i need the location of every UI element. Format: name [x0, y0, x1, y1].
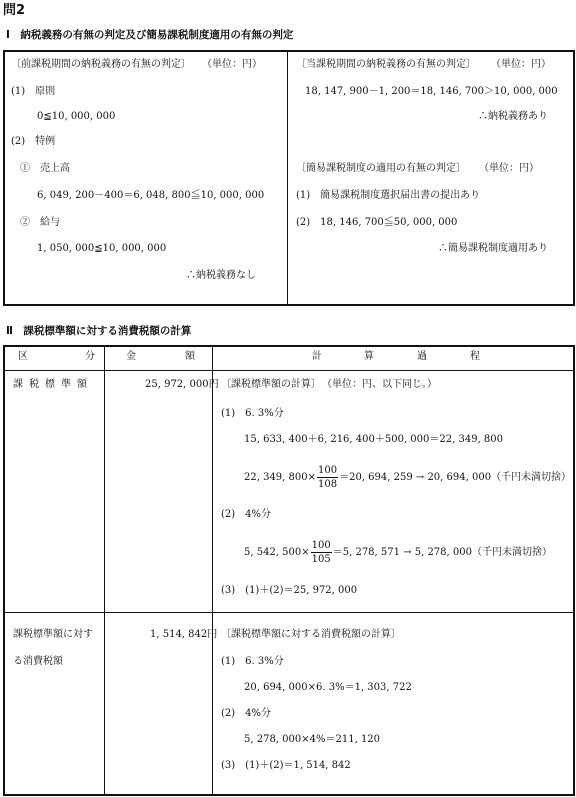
row1-step1-label: (1) 6. 3%分 — [221, 408, 284, 419]
row1-step2-numerator: 100 — [311, 540, 331, 551]
left-conclusion: ∴納税義務なし — [186, 270, 256, 281]
row1-step2-denominator: 105 — [311, 554, 331, 565]
section2-title: Ⅱ 課税標準額に対する消費税額の計算 — [6, 325, 192, 337]
header-col1-char1: 区 — [18, 351, 28, 362]
row2-heading: 〔課税標準額に対する消費税額の計算〕 — [221, 629, 401, 640]
row1-step1-denominator: 108 — [318, 479, 338, 490]
right-conclusion1: ∴納税義務あり — [478, 111, 548, 122]
left-item2-label: (2) 特例 — [11, 136, 56, 147]
question-number: 問2 — [3, 3, 26, 18]
table-row-divider — [4, 612, 574, 613]
left-heading: 〔前課税期間の納税義務の有無の判定〕 — [11, 59, 191, 70]
table-col-divider-2 — [212, 346, 213, 795]
row2-step1-label: (1) 6. 3%分 — [221, 656, 284, 667]
row1-step2-prefix: 5, 542, 500× — [244, 547, 310, 558]
header-col2-char1: 金 — [126, 351, 136, 362]
section1-divider — [287, 51, 288, 305]
row1-step1-fraction — [317, 466, 338, 490]
left-sub2-label: ② 給与 — [20, 217, 60, 228]
right-heading2: 〔簡易課税制度の適用の有無の判定〕 — [296, 163, 466, 174]
row1-step2-fraction — [311, 541, 332, 565]
row2-step1-calc: 20, 694, 000×6. 3%＝1, 303, 722 — [244, 682, 412, 693]
left-sub1-calc: 6, 049, 200－400＝6, 048, 800≦10, 000, 000 — [37, 190, 265, 201]
right-calc1: 18, 147, 900－1, 200＝18, 146, 700＞10, 000, 000 — [305, 86, 558, 97]
row1-step1-sum: 15, 633, 400＋6, 216, 400＋500, 000＝22, 349, 800 — [244, 434, 504, 445]
row1-label: 課税標準額 — [13, 379, 93, 390]
row1-step1-formula — [244, 466, 571, 490]
header-col3-char4: 程 — [470, 351, 480, 362]
row1-amount: 25, 972, 000円 — [145, 379, 219, 390]
row2-step2-label: (2) 4%分 — [221, 708, 272, 719]
left-unit: （単位：円） — [202, 59, 262, 70]
right-item1: (1) 簡易課税制度選択届出書の提出あり — [296, 190, 481, 201]
header-col1-char2: 分 — [85, 351, 95, 362]
left-sub1-label: ① 売上高 — [20, 163, 70, 174]
row2-label-line2: る消費税額 — [13, 656, 63, 667]
right-conclusion2: ∴簡易課税制度適用あり — [438, 243, 548, 254]
left-item1-label: (1) 原則 — [11, 86, 56, 97]
row2-label-line1: 課税標準額に対す — [13, 629, 93, 640]
row1-step1-numerator: 100 — [318, 465, 338, 476]
right-unit2: （単位：円） — [479, 163, 539, 174]
right-heading1: 〔当課税期間の納税義務の有無の判定〕 — [296, 59, 476, 70]
left-sub2-calc: 1, 050, 000≦10, 000, 000 — [37, 243, 167, 254]
row2-amount: 1, 514, 842円 — [150, 629, 218, 640]
table-col-divider-1 — [104, 346, 105, 795]
table-header-divider — [4, 370, 574, 371]
row1-step2-label: (2) 4%分 — [221, 509, 272, 520]
row2-step2-calc: 5, 278, 000×4%＝211, 120 — [244, 734, 381, 745]
section2-table — [3, 345, 575, 796]
right-unit1: （単位：円） — [491, 59, 551, 70]
header-col3-char1: 計 — [312, 351, 322, 362]
row1-step2-formula — [244, 541, 552, 565]
header-col3-char3: 過 — [417, 351, 427, 362]
row1-step3: (3) (1)＋(2)＝25, 972, 000 — [221, 585, 358, 596]
right-item2: (2) 18, 146, 700≦50, 000, 000 — [296, 217, 458, 228]
row1-step1-suffix: ＝20, 694, 259 → 20, 694, 000（千円未満切捨） — [339, 472, 572, 483]
row1-step1-prefix: 22, 349, 800× — [244, 472, 316, 483]
row2-step3: (3) (1)＋(2)＝1, 514, 842 — [221, 760, 351, 771]
left-item1-calc: 0≦10, 000, 000 — [37, 111, 116, 122]
header-col2-char2: 額 — [185, 351, 195, 362]
header-col3-char2: 算 — [364, 351, 374, 362]
row1-step2-suffix: ＝5, 278, 571 → 5, 278, 000（千円未満切捨） — [332, 547, 552, 558]
row1-heading: 〔課税標準額の計算〕 — [221, 379, 321, 390]
section1-title: Ⅰ 納税義務の有無の判定及び簡易課税制度適用の有無の判定 — [6, 29, 294, 41]
row1-unit: （単位：円、以下同じ。） — [322, 379, 437, 390]
